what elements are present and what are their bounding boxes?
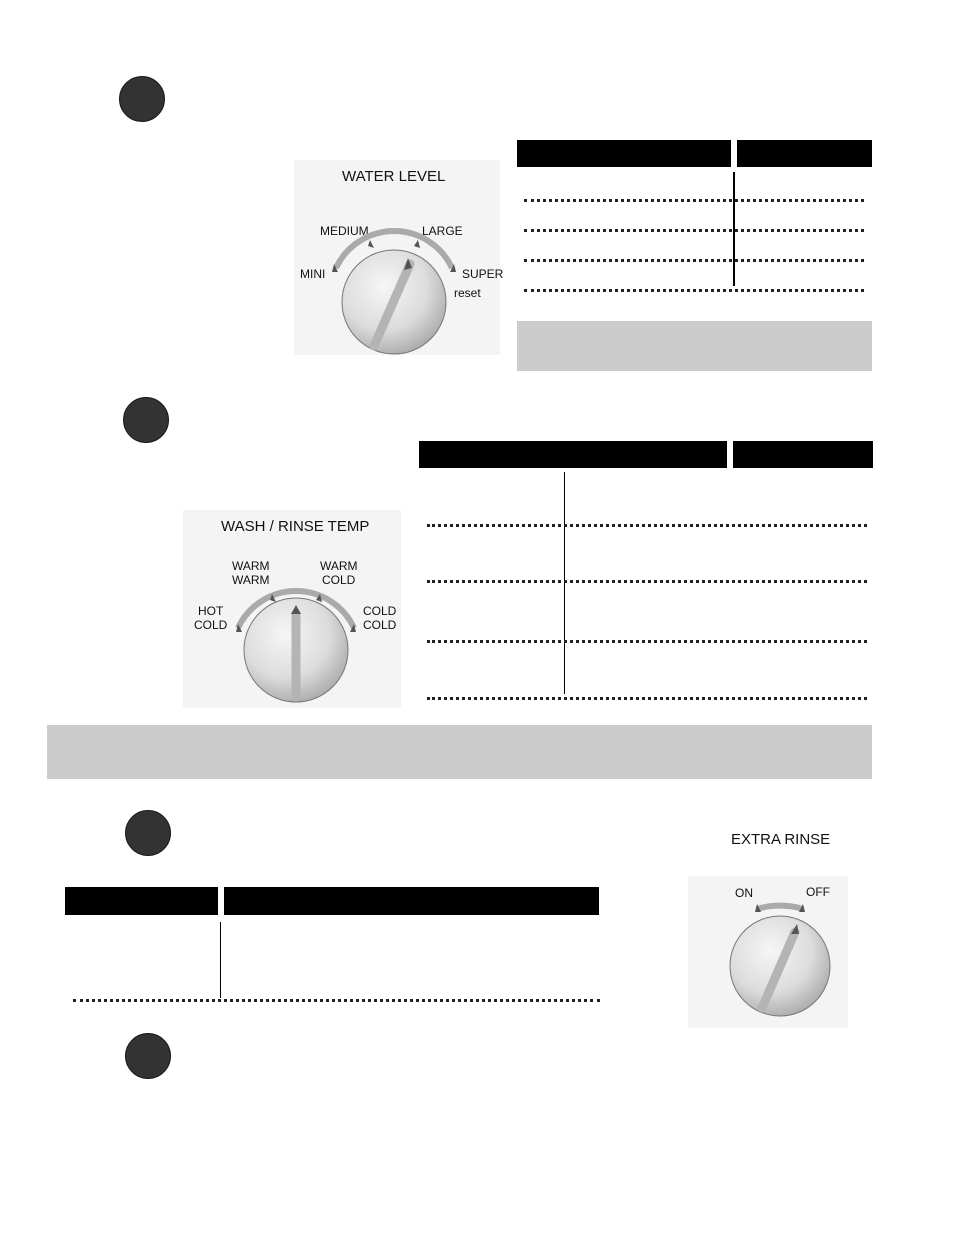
step-2-marker (123, 397, 169, 443)
water-level-row-line-4 (524, 289, 864, 292)
water-level-label-large: LARGE (422, 224, 463, 238)
temp-label-warm-warm-top: WARM (232, 559, 270, 573)
wash-rinse-temp-title: WASH / RINSE TEMP (221, 518, 370, 535)
temp-row-line-4 (427, 697, 867, 700)
water-level-label-medium: MEDIUM (320, 224, 369, 238)
temp-row-line-3 (427, 640, 867, 643)
temp-label-cold-cold-bottom: COLD (363, 618, 397, 632)
temp-label-cold-cold-top: COLD (363, 604, 397, 618)
water-level-row-line-3 (524, 259, 864, 262)
temp-row-line-2 (427, 580, 867, 583)
temp-label-warm-cold-bottom: COLD (322, 573, 356, 587)
water-level-label-mini: MINI (300, 267, 326, 281)
step-4-marker (125, 1033, 171, 1079)
temp-table-divider (564, 472, 565, 694)
temp-row-line-1 (427, 524, 867, 527)
step-3-marker (125, 810, 171, 856)
extra-rinse-row-line-1 (73, 999, 600, 1002)
extra-rinse-label-on: ON (735, 886, 753, 900)
extra-rinse-label-off: OFF (806, 885, 830, 899)
water-level-dial-panel (294, 160, 500, 355)
temp-table-header-left (419, 441, 727, 468)
temp-label-hot-cold-top: HOT (198, 604, 224, 618)
temp-table-header-right (733, 441, 873, 468)
water-level-label-super: SUPER (462, 267, 504, 281)
water-level-label-reset: reset (454, 286, 481, 300)
extra-rinse-table-divider (220, 922, 221, 998)
extra-rinse-table-header-left (65, 887, 218, 915)
water-level-title: WATER LEVEL (342, 168, 446, 185)
temp-label-warm-warm-bottom: WARM (232, 573, 270, 587)
water-level-note-box (517, 321, 872, 371)
extra-rinse-table-header-right (224, 887, 599, 915)
water-level-table-header-right (737, 140, 872, 167)
temp-note-box (47, 725, 872, 779)
water-level-row-line-1 (524, 199, 864, 202)
temp-label-hot-cold-bottom: COLD (194, 618, 228, 632)
temp-label-warm-cold-top: WARM (320, 559, 358, 573)
water-level-table-header-left (517, 140, 731, 167)
step-1-marker (119, 76, 165, 122)
extra-rinse-title: EXTRA RINSE (731, 831, 831, 848)
water-level-row-line-2 (524, 229, 864, 232)
